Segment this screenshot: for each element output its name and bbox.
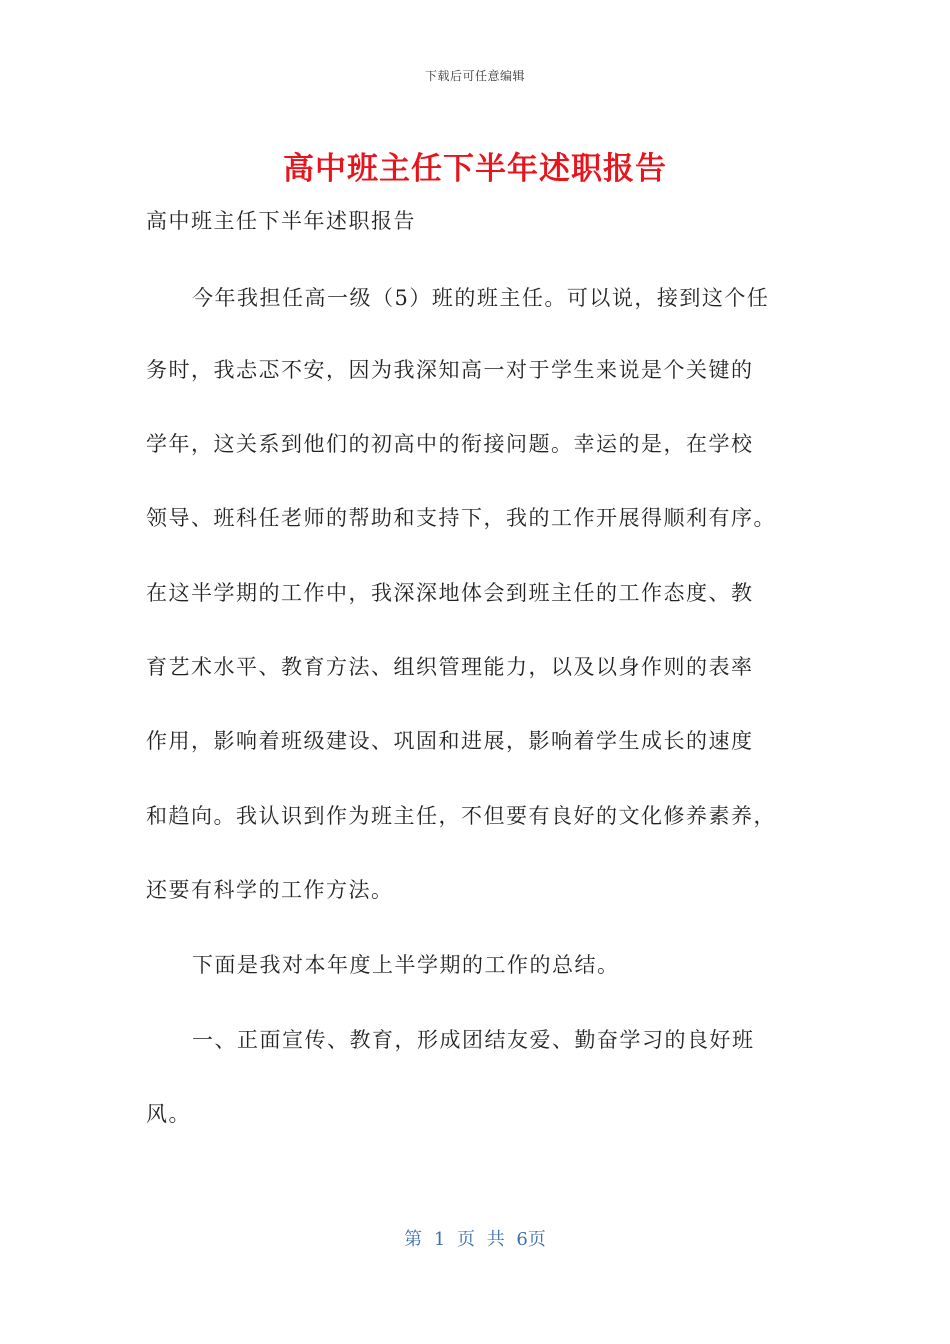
paragraph-line: 今年我担任高一级（5）班的班主任。可以说，接到这个任 [192, 286, 770, 310]
paragraph-line: 在这半学期的工作中，我深深地体会到班主任的工作态度、教 [146, 581, 754, 605]
paragraph-line: 领导、班科任老师的帮助和支持下，我的工作开展得顺利有序。 [146, 506, 776, 530]
page-number-footer: 第 1 页 共 6页 [404, 1229, 546, 1250]
paragraph-line: 育艺术水平、教育方法、组织管理能力，以及以身作则的表率 [146, 655, 754, 679]
section-heading-line: 一、正面宣传、教育，形成团结友爱、勤奋学习的良好班 [192, 1028, 755, 1052]
section-heading-line: 风。 [146, 1102, 191, 1126]
paragraph-line: 学年，这关系到他们的初高中的衔接问题。幸运的是，在学校 [146, 432, 754, 456]
paragraph-line: 务时，我忐忑不安，因为我深知高一对于学生来说是个关键的 [146, 358, 754, 382]
paragraph-line: 和趋向。我认识到作为班主任，不但要有良好的文化修养素养， [146, 804, 776, 828]
paragraph-line: 还要有科学的工作方法。 [146, 878, 394, 902]
document-subtitle: 高中班主任下半年述职报告 [146, 209, 416, 233]
paragraph-line: 作用，影响着班级建设、巩固和进展，影响着学生成长的速度 [146, 729, 754, 753]
document-title: 高中班主任下半年述职报告 [283, 151, 667, 187]
header-note: 下载后可任意编辑 [424, 69, 525, 83]
paragraph-line: 下面是我对本年度上半学期的工作的总结。 [192, 953, 620, 977]
